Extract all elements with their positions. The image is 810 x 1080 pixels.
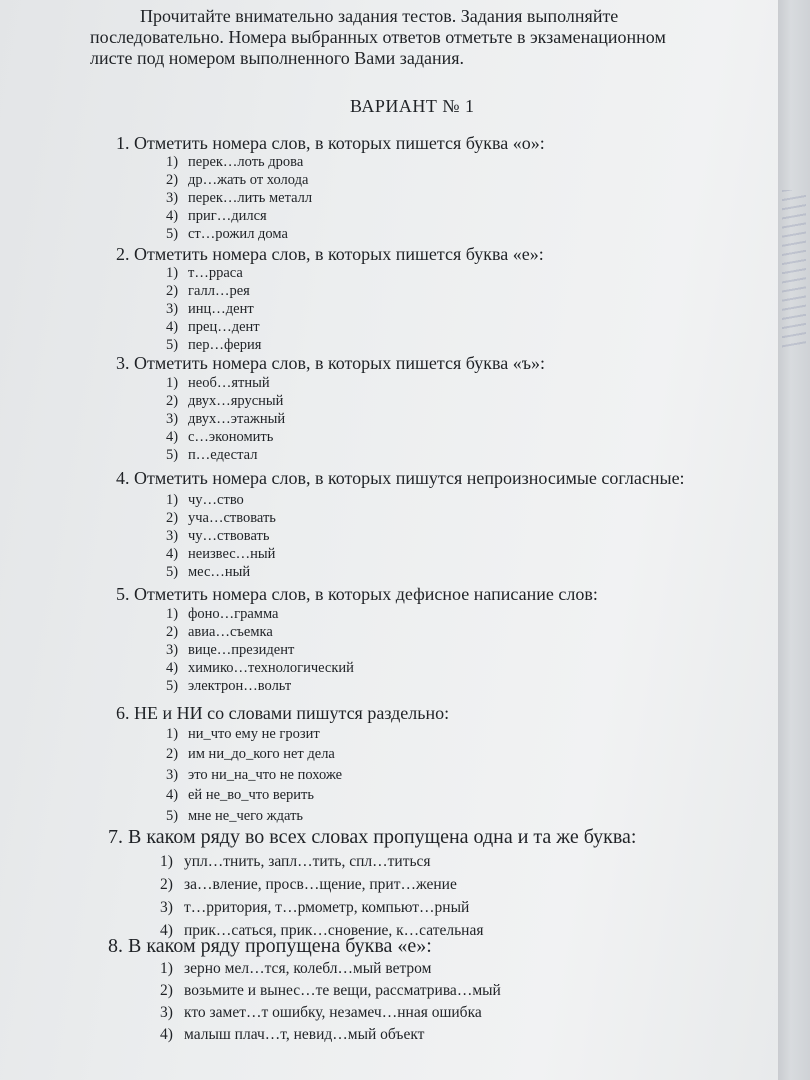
option-2: 2) др…жать от холода bbox=[166, 171, 309, 188]
question-3-options bbox=[166, 374, 285, 464]
option-3: 3) т…рритория, т…рмометр, компьют…рный bbox=[160, 898, 470, 916]
option-3: 3) кто замет…т ошибку, незамеч…нная ошибка bbox=[160, 1004, 482, 1021]
option-1: 1) т…ррaса bbox=[166, 264, 243, 281]
option-3: 3) перек…лить металл bbox=[166, 189, 313, 206]
option-2: 2) уча…ствовать bbox=[166, 509, 276, 526]
question-5-options bbox=[166, 605, 354, 695]
option-2: 2) им ни_до_кого нет дела bbox=[166, 746, 335, 763]
question-text: Отметить номера слов, в которых дефисное написание слов: bbox=[134, 584, 598, 604]
option-5: 5) ст…рожил дома bbox=[166, 225, 288, 242]
option-2: 2) двух…ярусный bbox=[166, 392, 284, 409]
question-text: НЕ и НИ со словами пишутся раздельно: bbox=[134, 703, 450, 723]
option-5: 5) мес…ный bbox=[166, 563, 251, 580]
option-5: 5) электрон…вольт bbox=[166, 677, 292, 694]
option-4: 4) ей не_во_что верить bbox=[166, 787, 314, 804]
option-4: 4) неизвес…ный bbox=[166, 545, 276, 562]
option-2: 2) авиа…съемка bbox=[166, 623, 273, 640]
question-6-options bbox=[166, 724, 342, 827]
question-text: Отметить номера слов, в которых пишется буква «ъ»: bbox=[134, 353, 546, 373]
question-number: 3. bbox=[116, 353, 130, 373]
option-2: 2) галл…рея bbox=[166, 282, 250, 299]
option-3: 3) инц…дент bbox=[166, 300, 254, 317]
instructions-text: Прочитайте внимательно задания тестов. Задания выполняйте последовательно. Номера выбранных ответов отметьте в экзаменационном листе под номером выполненного Вами задания. bbox=[90, 6, 666, 68]
option-1: 1) зерно мел…тся, колебл…мый ветром bbox=[160, 960, 432, 977]
question-number: 7. bbox=[108, 826, 123, 848]
option-1: 1) упл…тнить, запл…тить, спл…титься bbox=[160, 852, 431, 870]
question-8-options bbox=[160, 958, 501, 1046]
question-8 bbox=[108, 935, 432, 958]
option-2: 2) возьмите и вынес…те вещи, рассматрива…мый bbox=[160, 982, 501, 999]
option-5: 5) мне не_чего ждать bbox=[166, 807, 304, 824]
question-number: 1. bbox=[116, 133, 130, 153]
option-3: 3) чу…ствовать bbox=[166, 527, 270, 544]
question-3 bbox=[116, 353, 545, 374]
question-number: 5. bbox=[116, 584, 130, 604]
question-number: 6. bbox=[116, 703, 130, 723]
question-4 bbox=[116, 468, 685, 489]
option-3: 3) двух…этажный bbox=[166, 410, 286, 427]
option-1: 1) перек…лоть дрова bbox=[166, 153, 304, 170]
question-7 bbox=[108, 826, 636, 849]
option-4: 4) малыш плач…т, невид…мый объект bbox=[160, 1026, 425, 1043]
question-text: Отметить номера слов, в которых пишется буква «е»: bbox=[134, 244, 544, 264]
question-1-options bbox=[166, 153, 312, 243]
question-text: Отметить номера слов, в которых пишутся непроизносимые согласные: bbox=[134, 468, 685, 488]
handwriting-marks bbox=[782, 190, 806, 350]
option-4: 4) химико…технологический bbox=[166, 659, 354, 676]
question-6 bbox=[116, 703, 449, 724]
option-3: 3) это ни_на_что не похоже bbox=[166, 766, 343, 783]
option-5: 5) п…едестал bbox=[166, 446, 258, 463]
question-text: Отметить номера слов, в которых пишется буква «о»: bbox=[134, 133, 545, 153]
underlying-paper-edge bbox=[778, 0, 810, 1080]
question-1 bbox=[116, 133, 545, 154]
option-3: 3) вице…президент bbox=[166, 641, 295, 658]
option-2: 2) за…вление, просв…щение, прит…жение bbox=[160, 875, 457, 893]
question-text: В каком ряду во всех словах пропущена одна и та же буква: bbox=[128, 826, 637, 848]
question-number: 8. bbox=[108, 935, 123, 957]
option-4: 4) прец…дент bbox=[166, 318, 260, 335]
option-1: 1) необ…ятный bbox=[166, 374, 270, 391]
question-text: В каком ряду пропущена буква «е»: bbox=[128, 935, 432, 957]
option-4: 4) прик…саться, прик…сновение, к…сательная bbox=[160, 921, 484, 939]
question-4-options bbox=[166, 491, 276, 581]
option-4: 4) приг…дился bbox=[166, 207, 267, 224]
option-1: 1) фоно…грамма bbox=[166, 605, 279, 622]
option-1: 1) чу…ство bbox=[166, 491, 244, 508]
variant-title: ВАРИАНТ № 1 bbox=[350, 96, 475, 116]
question-2 bbox=[116, 244, 544, 265]
option-4: 4) с…экономить bbox=[166, 428, 274, 445]
question-7-options bbox=[160, 850, 483, 942]
question-number: 4. bbox=[116, 468, 130, 488]
option-1: 1) ни_что ему не грозит bbox=[166, 725, 320, 742]
question-5 bbox=[116, 584, 598, 605]
option-5: 5) пер…ферия bbox=[166, 336, 262, 353]
question-number: 2. bbox=[116, 244, 130, 264]
question-2-options bbox=[166, 264, 261, 354]
